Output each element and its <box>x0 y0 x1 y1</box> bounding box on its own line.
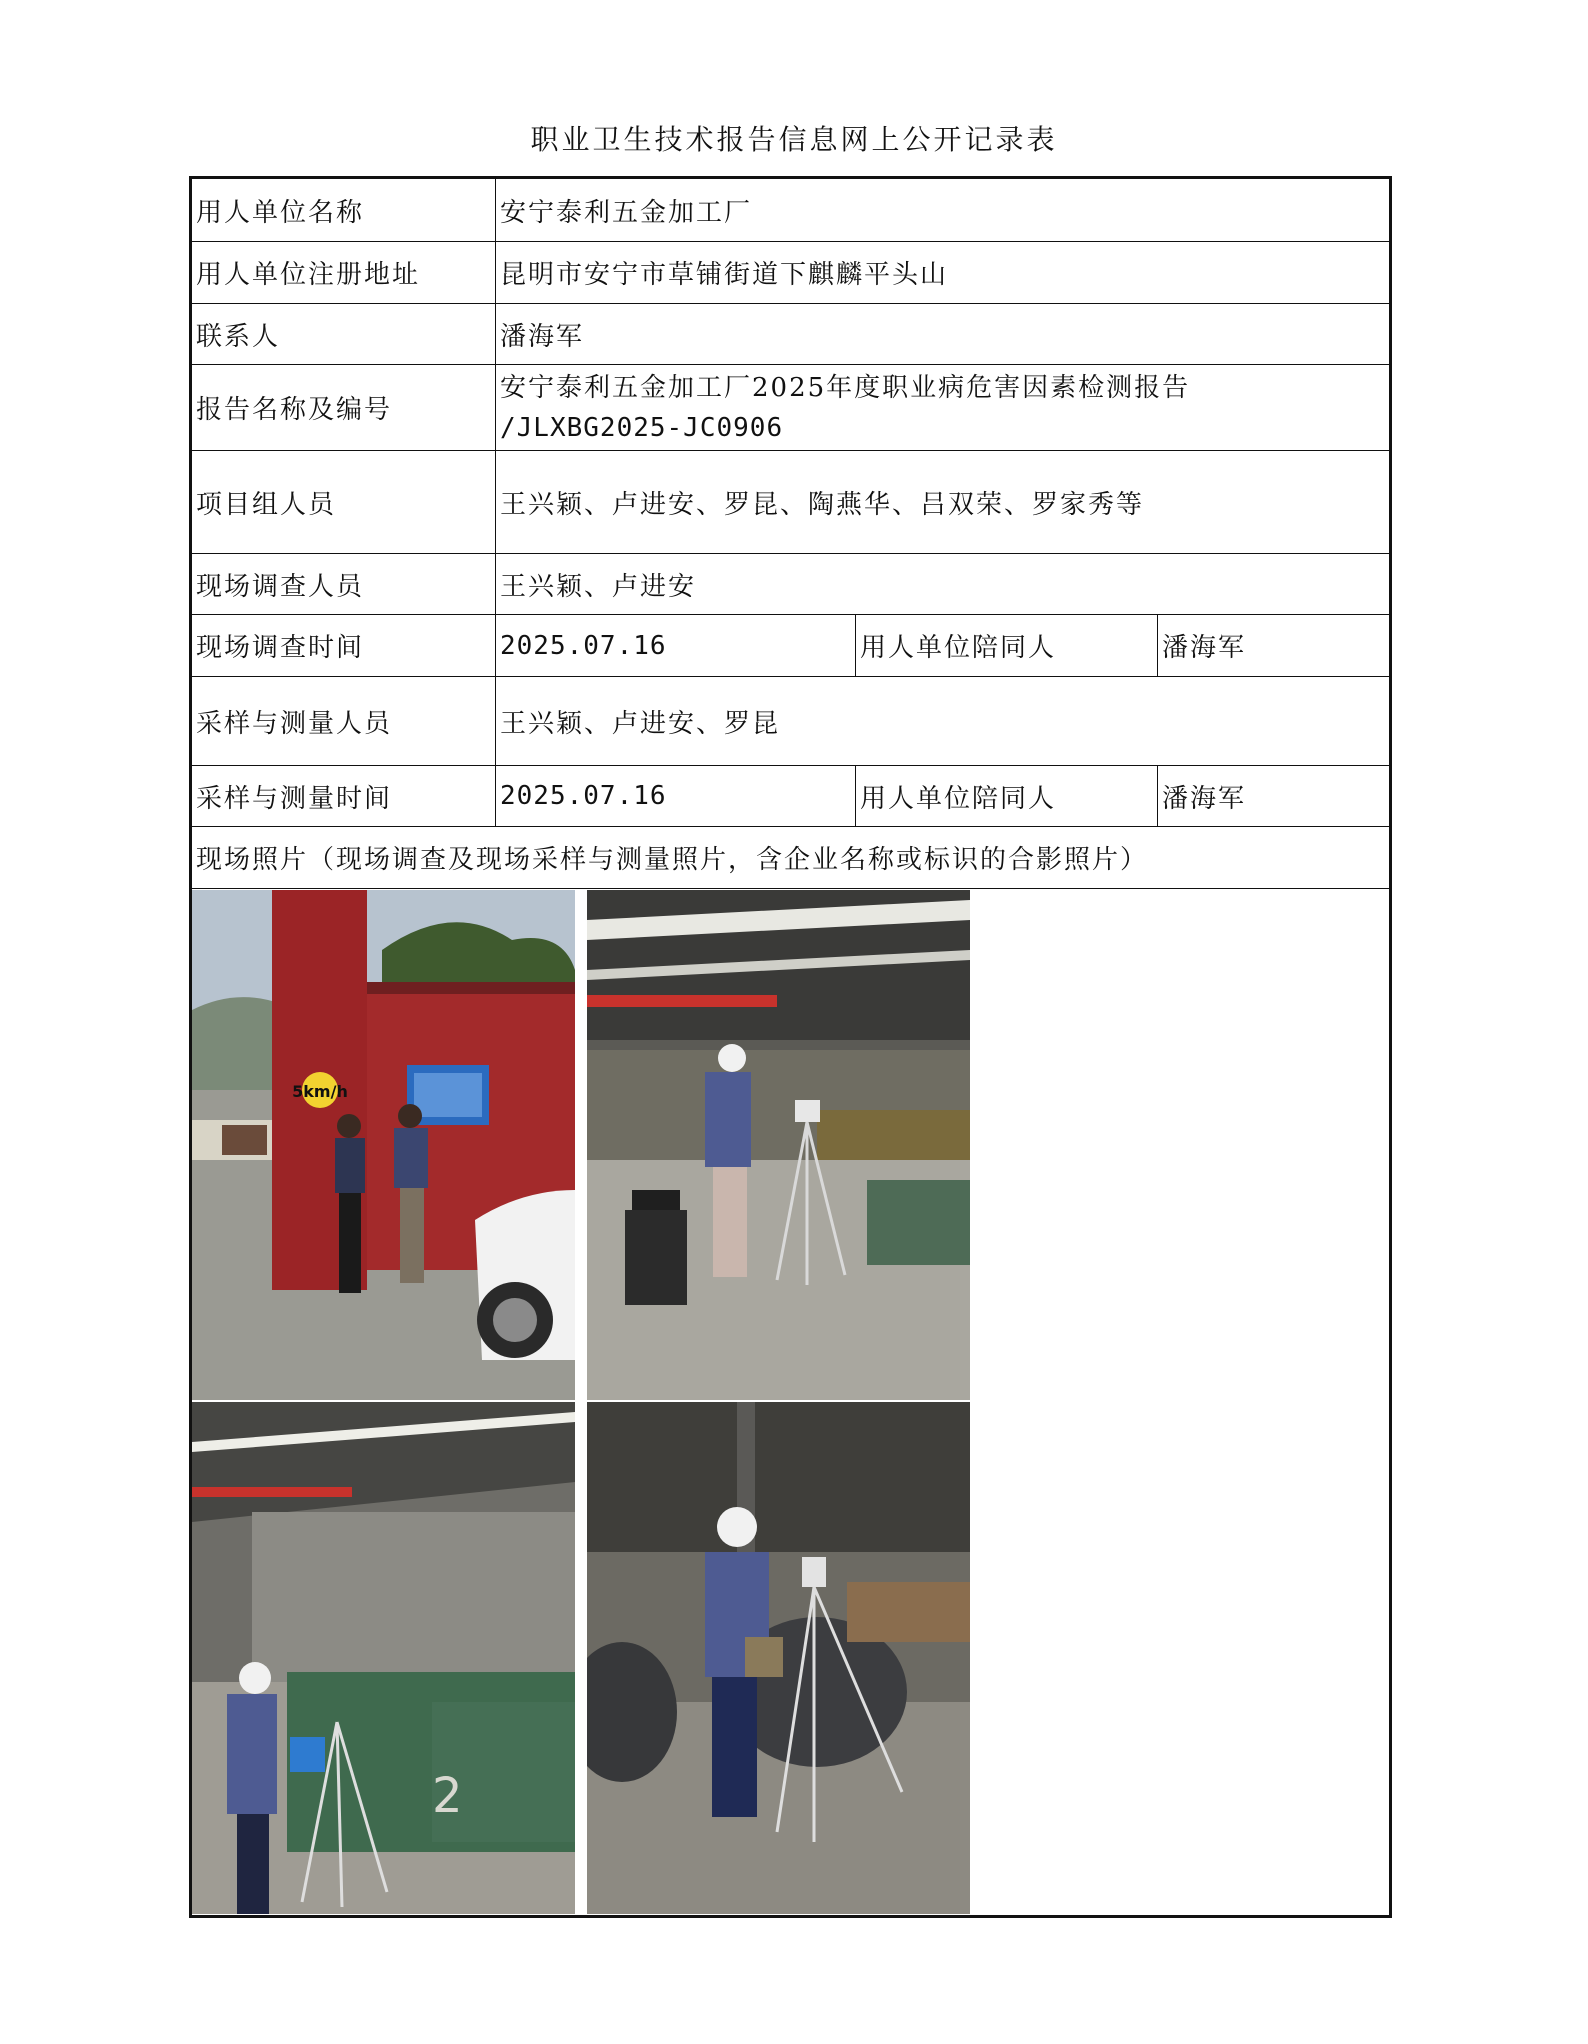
label-sampling-companion: 用人单位陪同人 <box>856 766 1158 826</box>
value-survey-staff: 王兴颖、卢进安 <box>500 571 697 602</box>
label-survey-staff: 现场调查人员 <box>192 554 496 614</box>
gate-speed-sign: 5km/h <box>292 1082 348 1101</box>
photo-workshop-sampling-2 <box>192 1402 575 1914</box>
value-report <box>496 365 1389 450</box>
value-survey-time: 2025.07.16 <box>496 615 856 676</box>
label-survey-time: 现场调查时间 <box>192 615 496 676</box>
row-address <box>192 242 1389 304</box>
row-survey-staff <box>192 554 1389 615</box>
page-title: 职业卫生技术报告信息网上公开记录表 <box>530 123 1058 156</box>
photo-factory-gate <box>192 890 575 1400</box>
photos-header: 现场照片（现场调查及现场采样与测量照片，含企业名称或标识的合影照片） <box>196 845 1149 875</box>
value-survey-companion: 潘海军 <box>1162 633 1247 663</box>
row-contact <box>192 304 1389 365</box>
row-photos-header <box>192 827 1389 889</box>
label-survey-companion: 用人单位陪同人 <box>856 615 1158 676</box>
report-name: 安宁泰利五金加工厂2025年度职业病危害因素检测报告 <box>500 372 1191 403</box>
report-number: /JLXBG2025-JC0906 <box>500 412 784 443</box>
photo-workshop-sampling-3 <box>587 1402 970 1914</box>
row-report <box>192 365 1389 451</box>
row-project-members <box>192 451 1389 554</box>
label-sampling-time: 采样与测量时间 <box>192 766 496 826</box>
value-sampling-companion: 潘海军 <box>1162 783 1247 814</box>
value-address: 昆明市安宁市草铺街道下麒麟平头山 <box>500 260 949 290</box>
row-employer-name <box>192 179 1389 242</box>
record-table <box>189 176 1392 1918</box>
label-employer-name: 用人单位名称 <box>192 179 496 241</box>
row-sampling-staff <box>192 677 1389 766</box>
machine-number: 2 <box>432 1768 463 1824</box>
label-sampling-staff: 采样与测量人员 <box>192 677 496 765</box>
value-employer-name: 安宁泰利五金加工厂 <box>500 197 753 228</box>
photo-workshop-sampling-1 <box>587 890 970 1400</box>
value-project-members: 王兴颖、卢进安、罗昆、陶燕华、吕双荣、罗家秀等 <box>500 489 1145 520</box>
label-contact: 联系人 <box>192 304 496 364</box>
label-report: 报告名称及编号 <box>192 365 496 450</box>
value-sampling-staff: 王兴颖、卢进安、罗昆 <box>500 708 781 739</box>
value-sampling-time: 2025.07.16 <box>496 766 856 826</box>
label-project-members: 项目组人员 <box>192 451 496 553</box>
row-survey-time <box>192 615 1389 677</box>
row-sampling-time <box>192 766 1389 827</box>
value-contact: 潘海军 <box>500 321 585 352</box>
label-address: 用人单位注册地址 <box>192 242 496 303</box>
